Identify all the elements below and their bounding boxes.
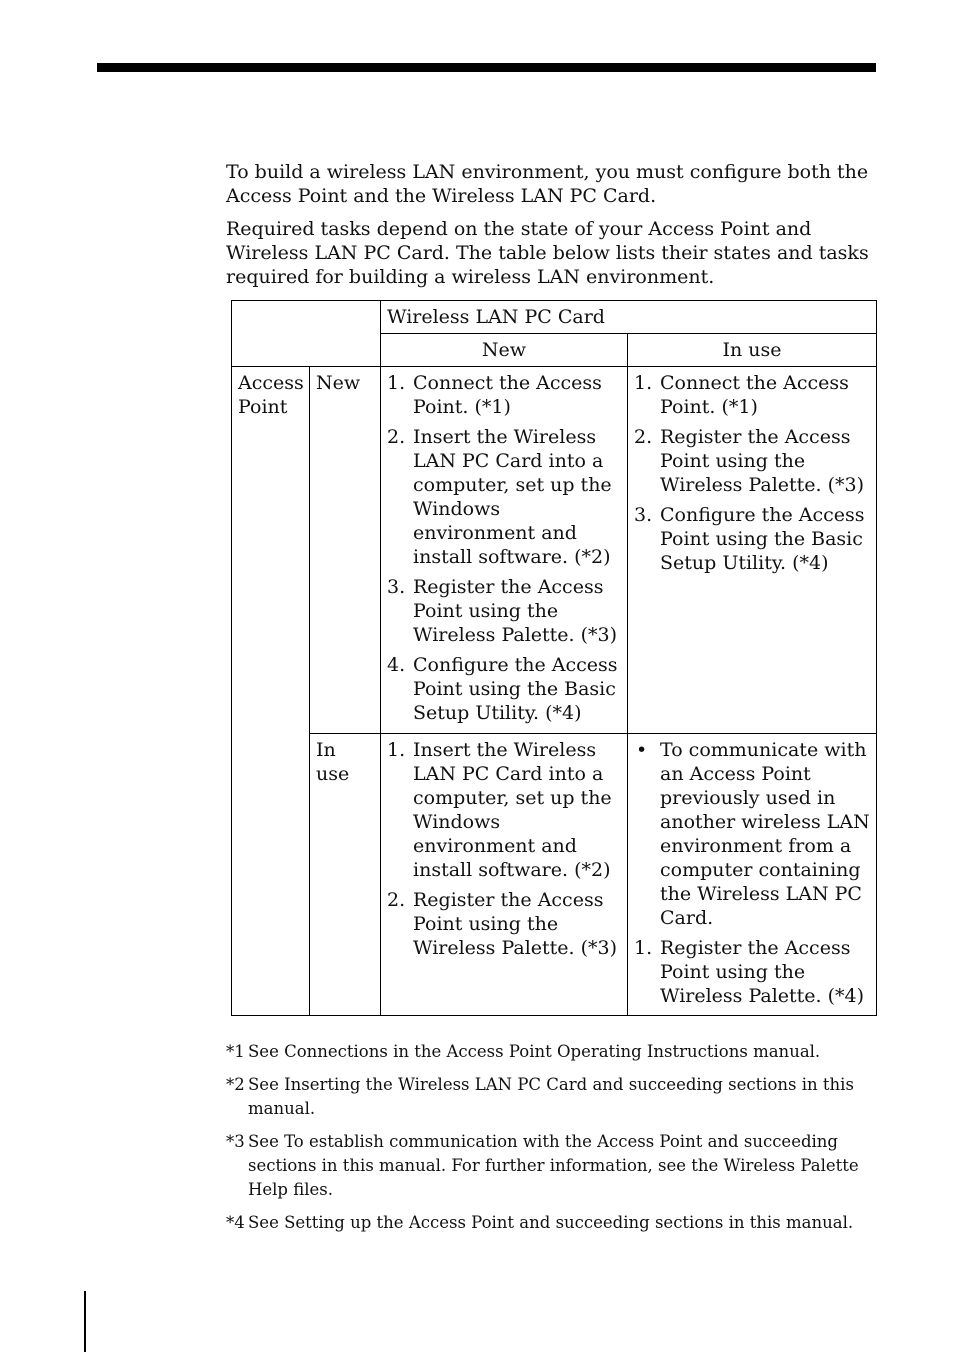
list-item-marker: 3. [634, 504, 653, 526]
list-item [634, 503, 870, 575]
list-item [387, 371, 621, 419]
list-item-text: To communicate with an Access Point previously used in another wireless LAN environment from a computer containing the Wireless LAN PC Card. [660, 739, 870, 929]
cell-new-in-use [628, 367, 877, 734]
footnote [226, 1211, 876, 1235]
footnote-marker: *4 [226, 1213, 245, 1232]
steps-list [387, 738, 621, 960]
card-header: Wireless LAN PC Card [381, 301, 877, 334]
list-item-marker: 1. [634, 372, 653, 394]
footnote [226, 1073, 876, 1121]
table-header-row [232, 301, 877, 334]
list-item-marker: 1. [387, 372, 406, 394]
cell-in-use-in-use [628, 734, 877, 1016]
row-group-access-point: Access Point [232, 367, 310, 1016]
steps-list [634, 371, 870, 575]
list-item-text: Register the Access Point using the Wireless Palette. (*3) [413, 576, 618, 646]
steps-list [634, 738, 870, 1008]
footnote-marker: *1 [226, 1042, 245, 1061]
list-item-marker: 2. [387, 426, 406, 448]
table-row [232, 367, 877, 734]
table-row [232, 734, 877, 1016]
intro-text [226, 160, 876, 298]
task-table [231, 300, 877, 1016]
list-item-text: Insert the Wireless LAN PC Card into a computer, set up the Windows environment and install software. (*2) [413, 426, 612, 568]
col-header-new: New [381, 334, 628, 367]
header-rule [97, 63, 876, 72]
footnote-marker: *2 [226, 1075, 245, 1094]
list-item-marker: 1. [634, 937, 653, 959]
list-item-marker: 1. [387, 739, 406, 761]
list-item-text: Connect the Access Point. (*1) [660, 372, 849, 418]
footnote-text: See Setting up the Access Point and succeeding sections in this manual. [248, 1213, 854, 1232]
footnote-text: See To establish communication with the Access Point and succeeding sections in this manual. For further information, see the Wireless Palette Help files. [248, 1132, 859, 1199]
list-item [634, 738, 870, 930]
list-item-text: Insert the Wireless LAN PC Card into a computer, set up the Windows environment and install software. (*2) [413, 739, 612, 881]
margin-rule [84, 1291, 86, 1352]
col-header-in-use: In use [628, 334, 877, 367]
cell-new-new [381, 367, 628, 734]
row-header-in-use: In use [310, 734, 381, 1016]
list-item [634, 371, 870, 419]
list-item [634, 936, 870, 1008]
list-item [387, 888, 621, 960]
cell-in-use-new [381, 734, 628, 1016]
footnote-text: See Inserting the Wireless LAN PC Card and succeeding sections in this manual. [248, 1075, 854, 1118]
list-item-text: Register the Access Point using the Wireless Palette. (*3) [660, 426, 865, 496]
list-item-marker: 2. [634, 426, 653, 448]
row-header-new: New [310, 367, 381, 734]
intro-paragraph-2: Required tasks depend on the state of your Access Point and Wireless LAN PC Card. The table below lists their states and tasks required for building a wireless LAN environment. [226, 218, 869, 288]
table-corner-cell [232, 301, 381, 367]
list-item-marker: 2. [387, 889, 406, 911]
list-item [634, 425, 870, 497]
footnote-marker: *3 [226, 1132, 245, 1151]
footnote-text: See Connections in the Access Point Operating Instructions manual. [248, 1042, 821, 1061]
list-item-marker: 4. [387, 654, 406, 676]
list-item-marker: • [636, 739, 648, 761]
footnote [226, 1130, 876, 1202]
list-item [387, 425, 621, 569]
intro-paragraph-1: To build a wireless LAN environment, you must configure both the Access Point and the Wireless LAN PC Card. [226, 161, 869, 207]
list-item-text: Register the Access Point using the Wireless Palette. (*3) [413, 889, 618, 959]
list-item-text: Configure the Access Point using the Basic Setup Utility. (*4) [413, 654, 618, 724]
footnote [226, 1040, 876, 1064]
list-item-text: Connect the Access Point. (*1) [413, 372, 602, 418]
list-item-text: Configure the Access Point using the Basic Setup Utility. (*4) [660, 504, 865, 574]
list-item-marker: 3. [387, 576, 406, 598]
list-item-text: Register the Access Point using the Wireless Palette. (*4) [660, 937, 865, 1007]
list-item [387, 653, 621, 725]
footnotes [226, 1040, 876, 1244]
list-item [387, 738, 621, 882]
steps-list [387, 371, 621, 725]
list-item [387, 575, 621, 647]
